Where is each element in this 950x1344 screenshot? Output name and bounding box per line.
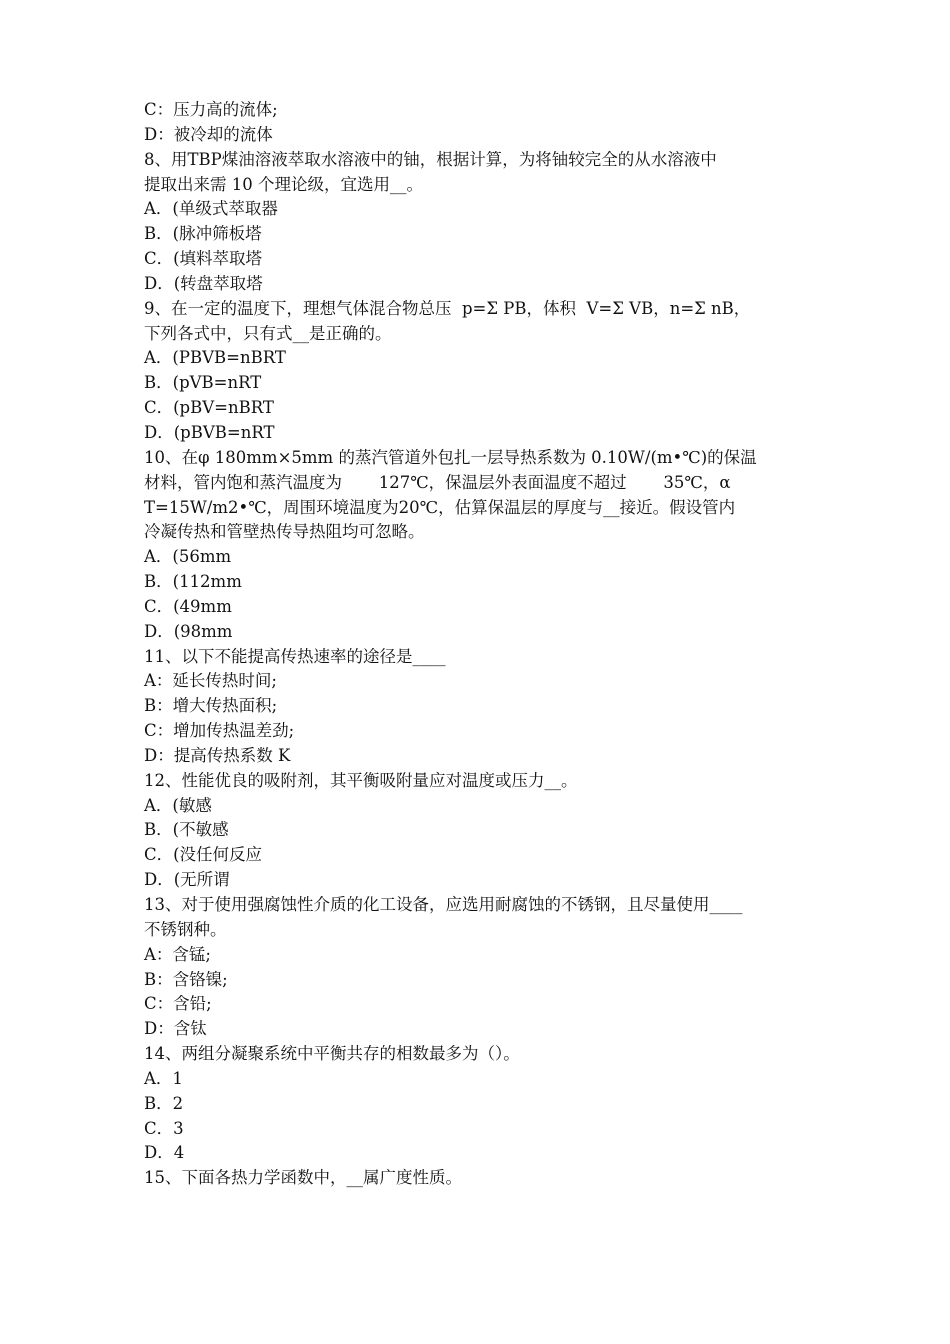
option-d: D：含钛	[144, 1019, 207, 1039]
text-line: 冷凝传热和管壁热传导热阻均可忽略。	[144, 522, 425, 542]
question-14: 14、两组分凝聚系统中平衡共存的相数最多为（）。	[144, 1044, 520, 1064]
question-8: 8、用TBP煤油溶液萃取水溶液中的铀，根据计算，为将铀较完全的从水溶液中	[144, 149, 717, 169]
document-text	[144, 98, 812, 1191]
option-b: B：含铬镍;	[144, 969, 228, 989]
option-b: B．(脉冲筛板塔	[144, 224, 262, 244]
option-a: A．(PBVB=nBRT	[144, 348, 286, 368]
option-c: C．(填料萃取塔	[144, 249, 263, 269]
text-line: T=15W/m2•℃，周围环境温度为20℃，估算保温层的厚度与__接近。假设管内	[144, 497, 736, 517]
question-9: 9、在一定的温度下，理想气体混合物总压 p=Σ PB，体积 V=Σ VB，n=Σ nB，	[144, 298, 751, 318]
text-line: C：压力高的流体;	[144, 100, 278, 119]
option-c: C．(pBV=nBRT	[144, 398, 274, 418]
option-c: C．(49mm	[144, 596, 232, 616]
text-line: 材料，管内饱和蒸汽温度为 127℃，保温层外表面温度不超过 35℃，α	[144, 472, 731, 492]
question-13: 13、对于使用强腐蚀性介质的化工设备，应选用耐腐蚀的不锈钢，且尽量使用____	[144, 895, 743, 914]
option-c: C．(没任何反应	[144, 845, 263, 865]
question-10: 10、在φ 180mm×5mm 的蒸汽管道外包扎一层导热系数为 0.10W/(m•℃)的保温	[144, 447, 757, 467]
option-a: A：含锰;	[144, 944, 211, 964]
question-15: 15、下面各热力学函数中，__属广度性质。	[144, 1168, 462, 1188]
option-b: B．(不敏感	[144, 820, 229, 840]
option-a: A．(敏感	[144, 795, 212, 815]
option-a: A：延长传热时间;	[144, 671, 277, 691]
option-d: D．4	[144, 1143, 185, 1163]
option-b: B．(pVB=nRT	[144, 373, 262, 393]
option-c: C：含铅;	[144, 994, 212, 1014]
option-c: C．3	[144, 1118, 184, 1138]
option-d: D．(pBVB=nRT	[144, 422, 275, 442]
question-12: 12、性能优良的吸附剂，其平衡吸附量应对温度或压力__。	[144, 770, 578, 790]
option-b: B：增大传热面积;	[144, 696, 278, 716]
option-d: D．(转盘萃取塔	[144, 273, 263, 293]
option-b: B．2	[144, 1093, 184, 1113]
option-a: A．(单级式萃取器	[144, 199, 278, 219]
option-a: A．(56mm	[144, 547, 232, 567]
text-line: 提取出来需 10 个理论级，宜选用__。	[144, 174, 423, 194]
text-line: 不锈钢种。	[144, 919, 227, 939]
text-line: D：被冷却的流体	[144, 124, 273, 144]
option-d: D．(无所谓	[144, 870, 230, 890]
option-d: D．(98mm	[144, 621, 233, 641]
text-line: 下列各式中，只有式__是正确的。	[144, 323, 392, 343]
option-a: A．1	[144, 1068, 183, 1088]
option-d: D：提高传热系数 K	[144, 745, 291, 765]
option-c: C：增加传热温差劲;	[144, 721, 295, 741]
option-b: B．(112mm	[144, 572, 242, 592]
question-11: 11、以下不能提高传热速率的途径是____	[144, 646, 446, 666]
